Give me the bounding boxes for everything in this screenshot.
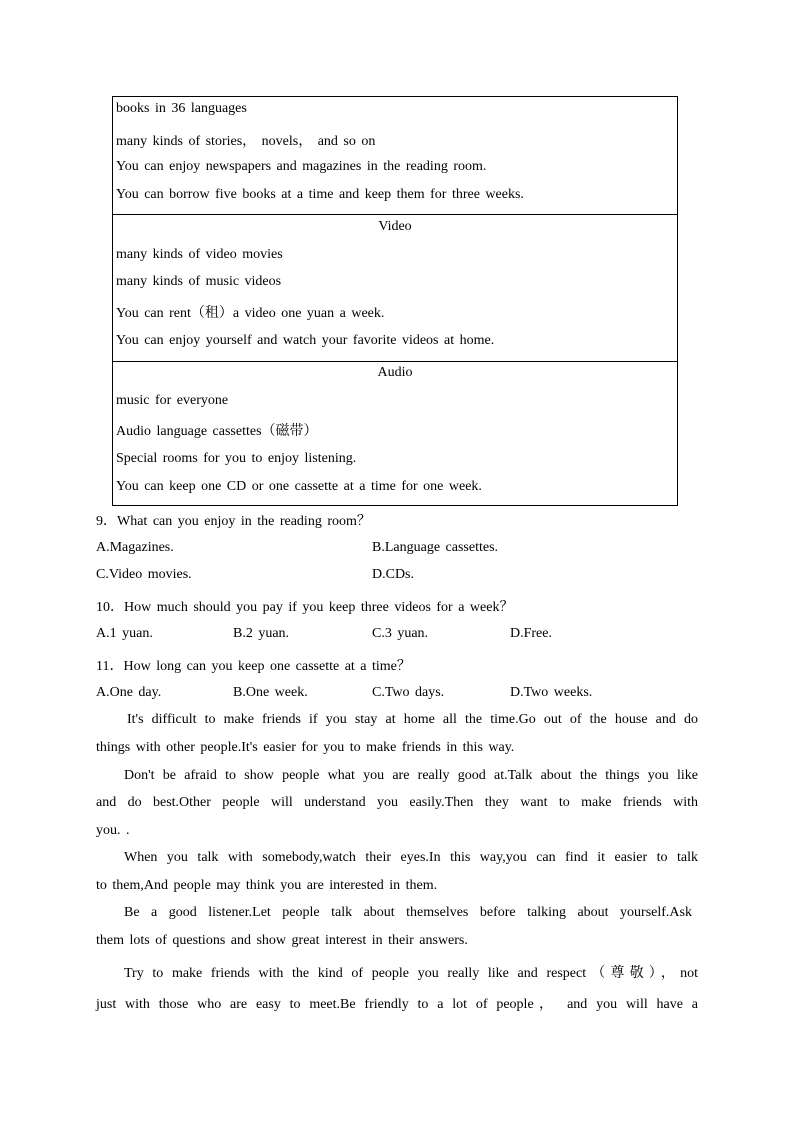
video-line-3: You can rent（租）a video one yuan a week.	[116, 306, 385, 321]
question-11-stem: 11．How long can you keep one cassette at a time？	[96, 659, 411, 674]
audio-line-1: music for everyone	[116, 393, 229, 408]
passage-p1-line-2: things with other people.It's easier for you to make friends in this way.	[96, 740, 515, 755]
books-section	[113, 97, 677, 214]
question-10-option-a: A.1 yuan.	[96, 626, 153, 641]
library-info-table	[112, 96, 678, 506]
audio-header: Audio	[377, 365, 413, 380]
question-9-stem: 9．What can you enjoy in the reading room？	[96, 514, 371, 529]
books-line-3: You can enjoy newspapers and magazines in the reading room.	[116, 159, 487, 174]
audio-line-2: Audio language cassettes（磁带）	[116, 424, 318, 439]
passage-p2-line-1: Don't be afraid to show people what you are really good at.Talk about the things you like	[124, 768, 698, 783]
question-10-stem: 10．How much should you pay if you keep three videos for a week？	[96, 600, 514, 615]
passage-p1-line-1: It's difficult to make friends if you stay at home all the time.Go out of the house and do	[127, 712, 698, 727]
question-10-option-d: D.Free.	[510, 626, 552, 641]
video-section	[113, 214, 677, 362]
video-line-4: You can enjoy yourself and watch your favorite videos at home.	[116, 333, 495, 348]
audio-line-4: You can keep one CD or one cassette at a time for one week.	[116, 479, 482, 494]
books-line-2: many kinds of stories， novels， and so on	[116, 134, 376, 149]
passage-p2-line-2: and do best.Other people will understand you easily.Then they want to make friends with	[96, 795, 698, 810]
audio-line-3: Special rooms for you to enjoy listening.	[116, 451, 357, 466]
passage-p2-line-3: you. .	[96, 823, 130, 838]
question-11-option-b: B.One week.	[233, 685, 308, 700]
video-line-1: many kinds of video movies	[116, 247, 283, 262]
books-line-4: You can borrow five books at a time and keep them for three weeks.	[116, 187, 524, 202]
question-9-option-c: C.Video movies.	[96, 567, 192, 582]
passage-p3-line-2: to them,And people may think you are interested in them.	[96, 878, 438, 893]
question-11-option-a: A.One day.	[96, 685, 162, 700]
question-9-option-a: A.Magazines.	[96, 540, 174, 555]
passage-p4-line-2: them lots of questions and show great interest in their answers.	[96, 933, 468, 948]
books-line-1: books in 36 languages	[116, 101, 247, 116]
video-line-2: many kinds of music videos	[116, 274, 282, 289]
question-9-option-d: D.CDs.	[372, 567, 415, 582]
passage-p5-line-2: just with those who are easy to meet.Be friendly to a lot of people， and you will have a	[96, 997, 698, 1012]
video-header: Video	[378, 219, 412, 234]
passage-p4-line-1: Be a good listener.Let people talk about themselves before talking about yourself.Ask	[124, 905, 692, 920]
audio-section	[113, 361, 677, 506]
question-10-option-c: C.3 yuan.	[372, 626, 429, 641]
question-11-option-d: D.Two weeks.	[510, 685, 593, 700]
passage-p3-line-1: When you talk with somebody,watch their eyes.In this way,you can find it easier to talk	[124, 850, 698, 865]
question-10-option-b: B.2 yuan.	[233, 626, 290, 641]
passage-p5-line-1: Try to make friends with the kind of people you really like and respect（尊敬），not	[124, 966, 698, 981]
question-9-option-b: B.Language cassettes.	[372, 540, 499, 555]
question-11-option-c: C.Two days.	[372, 685, 445, 700]
